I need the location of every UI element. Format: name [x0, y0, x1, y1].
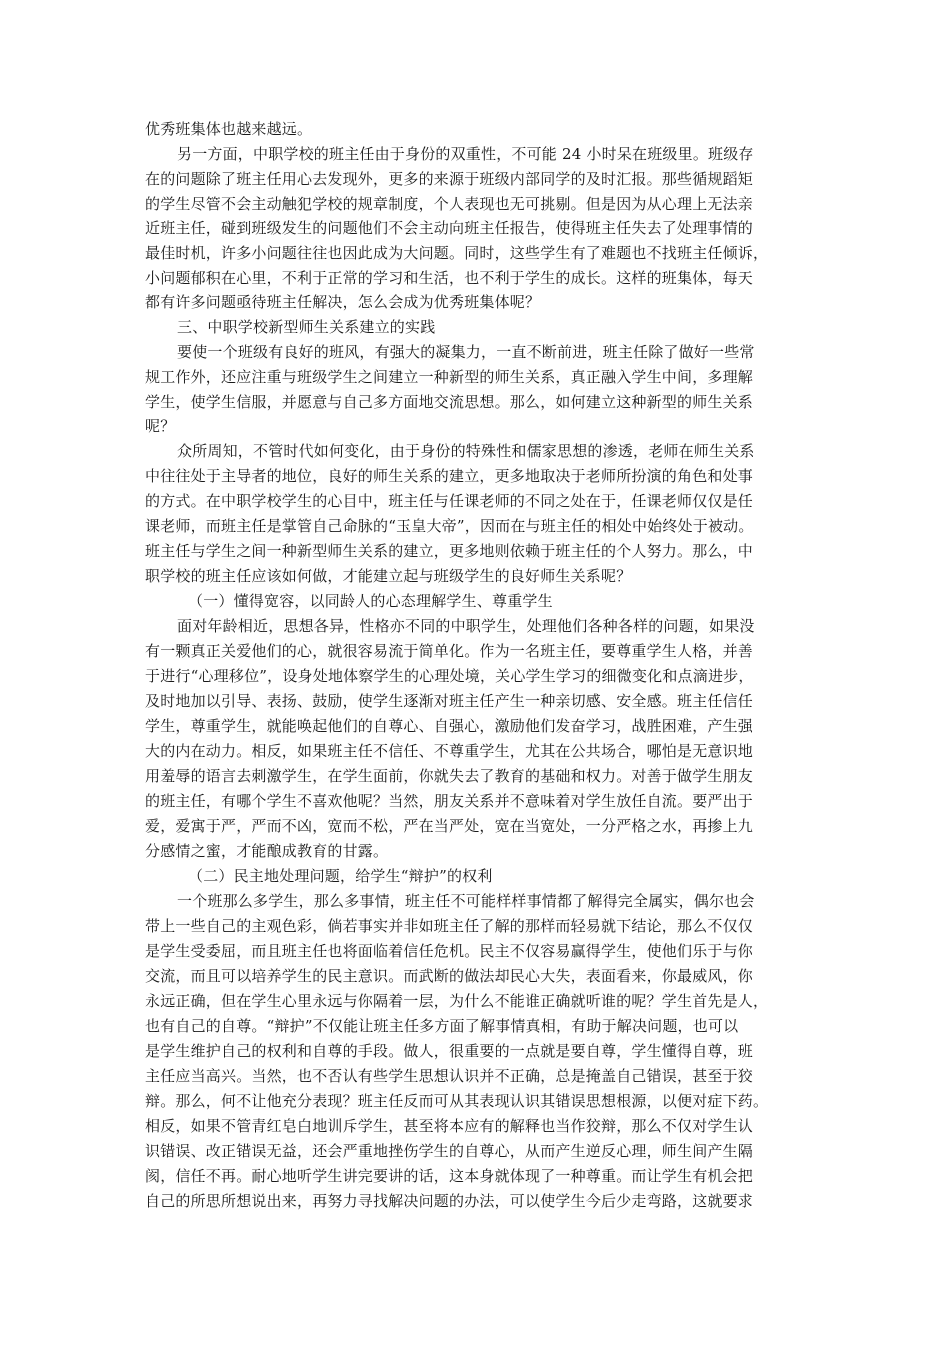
paragraph-line: 都有许多问题亟待班主任解决，怎么会成为优秀班集体呢？ — [145, 293, 541, 311]
subsection-heading: （一）懂得宽容，以同龄人的心态理解学生、尊重学生 — [188, 592, 553, 610]
paragraph-line: 学生，使学生信服，并愿意与自己多方面地交流思想。那么，如何建立这种新型的师生关系 — [145, 393, 754, 411]
paragraph-line: 的方式。在中职学校学生的心目中，班主任与任课老师的不同之处在于，任课老师仅仅是任 — [145, 492, 754, 510]
paragraph-line: 规工作外，还应注重与班级学生之间建立一种新型的师生关系，真正融入学生中间，多理解 — [145, 368, 754, 386]
paragraph-line: 小问题郁积在心里，不利于正常的学习和生活，也不利于学生的成长。这样的班集体，每天 — [145, 269, 754, 287]
paragraph-line: 永远正确，但在学生心里永远与你隔着一层，为什么不能谁正确就听谁的呢？学生首先是人， — [145, 992, 769, 1010]
paragraph-line: 最佳时机，许多小问题往往也因此成为大问题。同时，这些学生有了难题也不找班主任倾诉， — [145, 244, 769, 262]
paragraph-line: 面对年龄相近，思想各异，性格亦不同的中职学生，处理他们各种各样的问题，如果没 — [177, 617, 755, 635]
paragraph-line: 有一颗真正关爱他们的心，就很容易流于简单化。作为一名班主任，要尊重学生人格，并善 — [145, 642, 754, 660]
paragraph-line: 众所周知，不管时代如何变化，由于身份的特殊性和儒家思想的渗透，老师在师生关系 — [177, 442, 755, 460]
paragraph-line: 优秀班集体也越来越远。 — [145, 120, 313, 138]
paragraph-line: 一个班那么多学生，那么多事情，班主任不可能样样事情都了解得完全属实，偶尔也会 — [177, 892, 755, 910]
paragraph-line: 也有自己的自尊。“辩护”不仅能让班主任多方面了解事情真相，有助于解决问题，也可以 — [145, 1017, 739, 1035]
paragraph-line: 课老师，而班主任是掌管自己命脉的“玉皇大帝”，因而在与班主任的相处中始终处于被动。 — [145, 517, 754, 535]
paragraph-line: 大的内在动力。相反，如果班主任不信任、不尊重学生，尤其在公共场合，哪怕是无意识地 — [145, 742, 754, 760]
paragraph-line: 带上一些自己的主观色彩，倘若事实并非如班主任了解的那样而轻易就下结论，那么不仅仅 — [145, 917, 754, 935]
paragraph-line: 的班主任，有哪个学生不喜欢他呢？当然，朋友关系并不意味着对学生放任自流。要严出于 — [145, 792, 754, 810]
paragraph-line: 在的问题除了班主任用心去发现外，更多的来源于班级内部同学的及时汇报。那些循规蹈矩 — [145, 170, 754, 188]
paragraph-line: 中往往处于主导者的地位，良好的师生关系的建立，更多地取决于老师所扮演的角色和处事 — [145, 467, 754, 485]
paragraph-line: 要使一个班级有良好的班风，有强大的凝集力，一直不断前进，班主任除了做好一些常 — [177, 343, 755, 361]
paragraph-line: 自己的所思所想说出来，再努力寻找解决问题的办法，可以使学生今后少走弯路，这就要求 — [145, 1192, 754, 1210]
paragraph-line: 用羞辱的语言去刺激学生，在学生面前，你就失去了教育的基础和权力。对善于做学生朋友 — [145, 767, 754, 785]
paragraph-line: 主任应当高兴。当然，也不否认有些学生思想认识并不正确，总是掩盖自己错误，甚至于狡 — [145, 1067, 754, 1085]
paragraph-line: 另一方面，中职学校的班主任由于身份的双重性，不可能 24 小时呆在班级里。班级存 — [177, 145, 754, 163]
paragraph-line: 相反，如果不管青红皂白地训斥学生，甚至将本应有的解释也当作狡辩，那么不仅对学生认 — [145, 1117, 754, 1135]
paragraph-line: 阂，信任不再。耐心地听学生讲完要讲的话，这本身就体现了一种尊重。而让学生有机会把 — [145, 1167, 754, 1185]
paragraph-line: 识错误、改正错误无益，还会严重地挫伤学生的自尊心，从而产生逆反心理，师生间产生隔 — [145, 1142, 754, 1160]
subsection-heading: （二）民主地处理问题，给学生“辩护”的权利 — [188, 867, 493, 885]
paragraph-line: 交流，而且可以培养学生的民主意识。而武断的做法却民心大失，表面看来，你最威风，你 — [145, 967, 754, 985]
paragraph-line: 及时地加以引导、表扬、鼓励，使学生逐渐对班主任产生一种亲切感、安全感。班主任信任 — [145, 692, 754, 710]
paragraph-line: 是学生维护自己的权利和自尊的手段。做人，很重要的一点就是要自尊，学生懂得自尊，班 — [145, 1042, 754, 1060]
paragraph-line: 职学校的班主任应该如何做，才能建立起与班级学生的良好师生关系呢？ — [145, 567, 632, 585]
paragraph-line: 近班主任，碰到班级发生的问题他们不会主动向班主任报告，使得班主任失去了处理事情的 — [145, 219, 754, 237]
paragraph-line: 班主任与学生之间一种新型师生关系的建立，更多地则依赖于班主任的个人努力。那么，中 — [145, 542, 754, 560]
section-heading: 三、中职学校新型师生关系建立的实践 — [177, 318, 436, 336]
paragraph-line: 是学生受委屈，而且班主任也将面临着信任危机。民主不仅容易赢得学生，使他们乐于与你 — [145, 942, 754, 960]
paragraph-line: 辩。那么，何不让他充分表现？班主任反而可从其表现认识其错误思想根源，以便对症下药。 — [145, 1092, 769, 1110]
paragraph-line: 爱，爱寓于严，严而不凶，宽而不松，严在当严处，宽在当宽处，一分严格之水，再掺上九 — [145, 817, 754, 835]
paragraph-line: 学生，尊重学生，就能唤起他们的自尊心、自强心，激励他们发奋学习，战胜困难，产生强 — [145, 717, 754, 735]
paragraph-line: 于进行“心理移位”，设身处地体察学生的心理处境，关心学生学习的细微变化和点滴进步， — [145, 667, 754, 685]
paragraph-line: 的学生尽管不会主动触犯学校的规章制度，个人表现也无可挑剔。但是因为从心理上无法亲 — [145, 195, 754, 213]
paragraph-line: 呢？ — [145, 417, 176, 435]
paragraph-line: 分感情之蜜，才能酿成教育的甘露。 — [145, 842, 389, 860]
